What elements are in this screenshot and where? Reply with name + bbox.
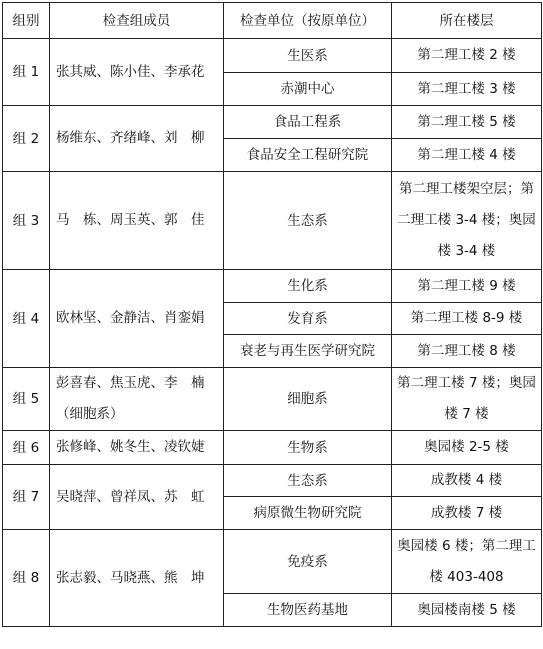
floor-cell: 第二理工楼 8-9 楼 [392, 303, 542, 335]
members-cell: 彭喜春、焦玉虎、李 楠（细胞系） [50, 368, 224, 431]
unit-cell: 食品安全工程研究院 [224, 139, 392, 172]
unit-cell: 生物医药基地 [224, 594, 392, 627]
header-group: 组别 [3, 3, 50, 39]
unit-cell: 发育系 [224, 303, 392, 335]
header-floor: 所在楼层 [392, 3, 542, 39]
unit-cell: 生化系 [224, 270, 392, 303]
unit-cell: 生态系 [224, 465, 392, 497]
members-cell: 吴晓萍、曾祥凤、苏 虹 [50, 465, 224, 530]
members-cell: 马 栋、周玉英、郭 佳 [50, 172, 224, 270]
table-row [3, 431, 542, 465]
floor-cell: 第二理工楼架空层；第二理工楼 3-4 楼；奥园楼 3-4 楼 [392, 172, 542, 270]
floor-cell: 第二理工楼 9 楼 [392, 270, 542, 303]
header-row [3, 3, 542, 39]
table-row [3, 530, 542, 594]
floor-cell: 奥园楼 6 楼；第二理工楼 403-408 [392, 530, 542, 594]
members-cell: 张其威、陈小佳、李承花 [50, 39, 224, 106]
group-name-cell: 组 8 [3, 530, 50, 627]
members-cell: 杨维东、齐绪峰、刘 柳 [50, 106, 224, 172]
table-row [3, 270, 542, 303]
floor-cell: 第二理工楼 8 楼 [392, 335, 542, 368]
members-cell: 欧林坚、金静洁、肖銮娟 [50, 270, 224, 368]
group-name-cell: 组 1 [3, 39, 50, 106]
inspection-table-body [3, 3, 542, 627]
floor-cell: 奥园楼南楼 5 楼 [392, 594, 542, 627]
unit-cell: 生医系 [224, 39, 392, 73]
unit-cell: 生物系 [224, 431, 392, 465]
table-row [3, 172, 542, 270]
floor-cell: 第二理工楼 5 楼 [392, 106, 542, 139]
group-name-cell: 组 5 [3, 368, 50, 431]
table-row [3, 368, 542, 431]
members-cell: 张修峰、姚冬生、凌钦婕 [50, 431, 224, 465]
floor-cell: 成教楼 7 楼 [392, 497, 542, 530]
table-row [3, 465, 542, 497]
unit-cell: 赤潮中心 [224, 73, 392, 106]
table-row [3, 39, 542, 73]
floor-cell: 奥园楼 2-5 楼 [392, 431, 542, 465]
unit-cell: 病原微生物研究院 [224, 497, 392, 530]
unit-cell: 生态系 [224, 172, 392, 270]
group-name-cell: 组 3 [3, 172, 50, 270]
unit-cell: 细胞系 [224, 368, 392, 431]
floor-cell: 第二理工楼 2 楼 [392, 39, 542, 73]
floor-cell: 第二理工楼 7 楼；奥园楼 7 楼 [392, 368, 542, 431]
group-name-cell: 组 4 [3, 270, 50, 368]
unit-cell: 免疫系 [224, 530, 392, 594]
floor-cell: 成教楼 4 楼 [392, 465, 542, 497]
header-unit: 检查单位（按原单位） [224, 3, 392, 39]
members-cell: 张志毅、马晓燕、熊 坤 [50, 530, 224, 627]
floor-cell: 第二理工楼 3 楼 [392, 73, 542, 106]
inspection-table [2, 2, 542, 627]
group-name-cell: 组 7 [3, 465, 50, 530]
unit-cell: 衰老与再生医学研究院 [224, 335, 392, 368]
floor-cell: 第二理工楼 4 楼 [392, 139, 542, 172]
header-members: 检查组成员 [50, 3, 224, 39]
unit-cell: 食品工程系 [224, 106, 392, 139]
group-name-cell: 组 2 [3, 106, 50, 172]
table-row [3, 106, 542, 139]
group-name-cell: 组 6 [3, 431, 50, 465]
